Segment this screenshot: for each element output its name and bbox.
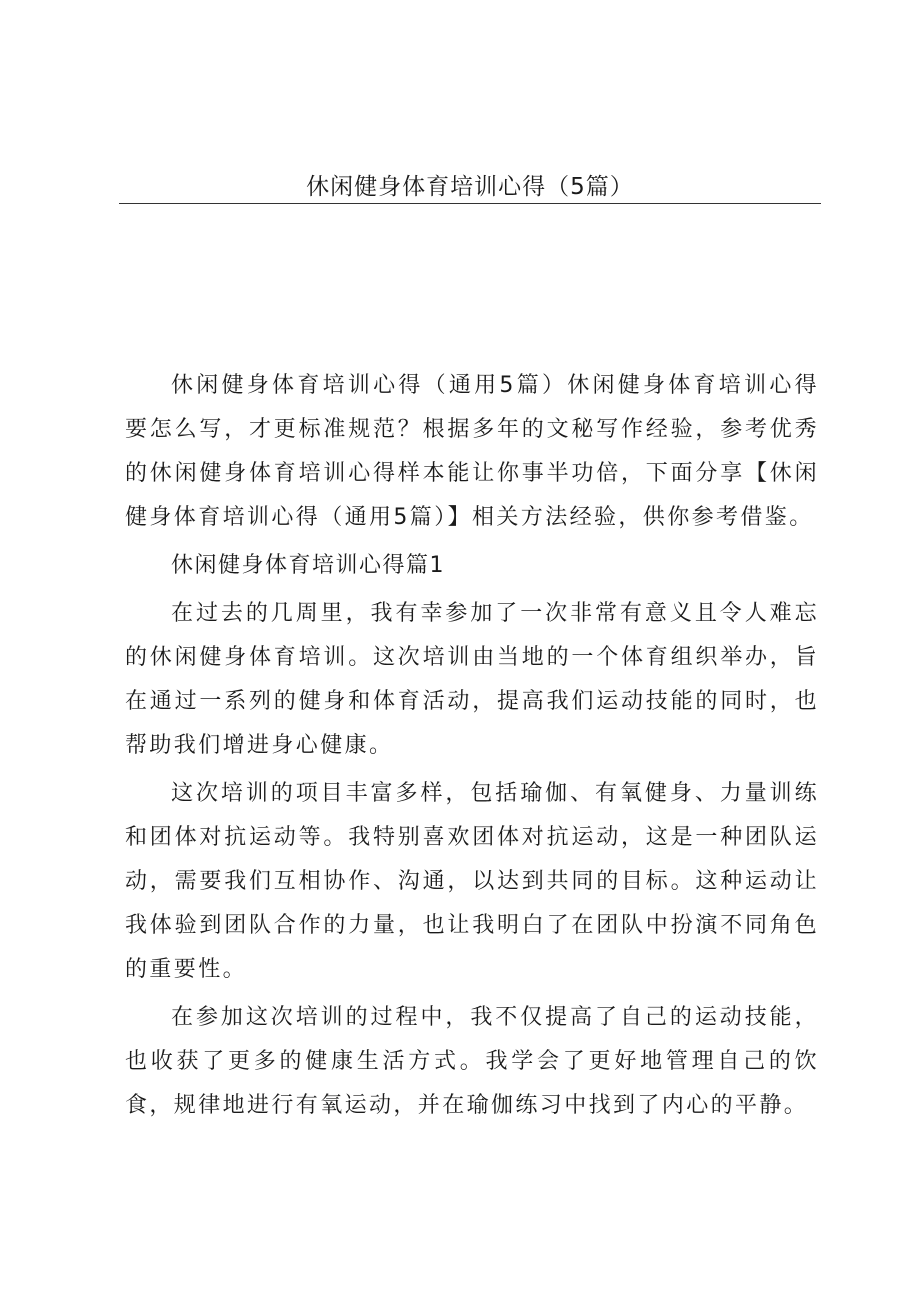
title-underline [119,203,821,204]
document-body [125,364,819,1128]
intro-paragraph: 休闲健身体育培训心得（通用5篇）休闲健身体育培训心得要怎么写，才更标准规范？根据多年的文秘写作经验，参考优秀的休闲健身体育培训心得样本能让你事半功倍，下面分享【休闲健身体育培训心得（通用5篇）】相关方法经验，供你参考借鉴。 [125,373,819,530]
section-heading: 休闲健身体育培训心得篇1 [171,553,445,578]
body-paragraph-3: 在参加这次培训的过程中，我不仅提高了自己的运动技能，也收获了更多的健康生活方式。我学会了更好地管理自己的饮食，规律地进行有氧运动，并在瑜伽练习中找到了内心的平静。 [125,1005,819,1118]
document-title: 休闲健身体育培训心得（5篇） [306,174,634,200]
body-paragraph-1: 在过去的几周里，我有幸参加了一次非常有意义且令人难忘的休闲健身体育培训。这次培训由当地的一个体育组织举办，旨在通过一系列的健身和体育活动，提高我们运动技能的同时，也帮助我们增进身心健康。 [125,601,819,758]
body-paragraph-2: 这次培训的项目丰富多样，包括瑜伽、有氧健身、力量训练和团体对抗运动等。我特别喜欢团体对抗运动，这是一种团队运动，需要我们互相协作、沟通，以达到共同的目标。这种运动让我体验到团队合作的力量，也让我明白了在团队中扮演不同角色的重要性。 [125,781,819,982]
